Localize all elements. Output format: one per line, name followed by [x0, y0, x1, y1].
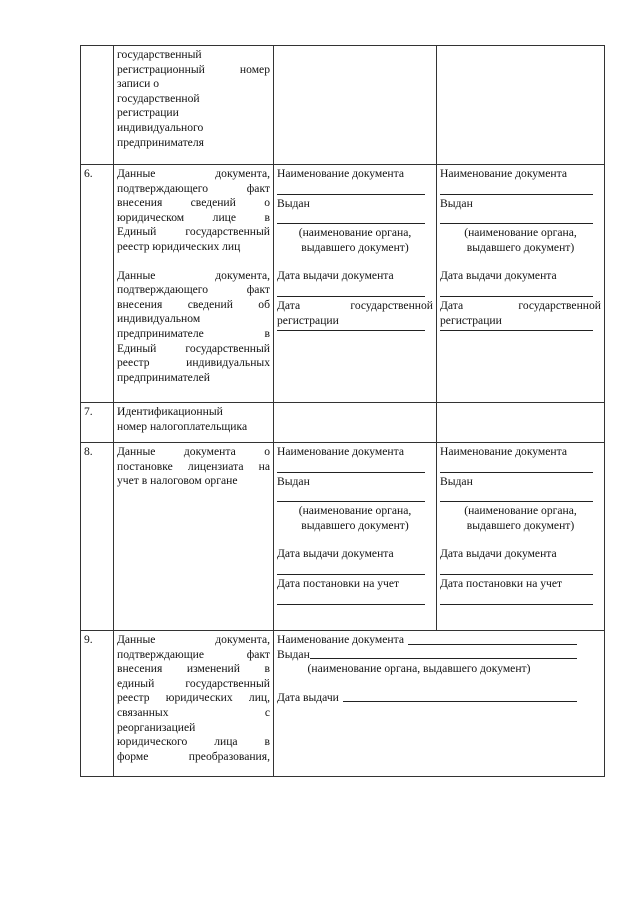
form-column-right	[437, 443, 605, 631]
label-line: подтверждающие факт	[117, 647, 270, 661]
issue-date-label: Дата выдачи документа	[277, 269, 394, 283]
label-line: подтверждающего факт	[117, 283, 270, 297]
issue-date-label: Дата выдачи документа	[440, 269, 557, 283]
label-line: реестр юридических лиц	[117, 239, 241, 253]
empty-cell	[274, 46, 437, 165]
label-line: Данные документа о	[117, 445, 270, 458]
label-line: постановке лицензиата на	[117, 459, 270, 473]
issued-label: Выдан	[440, 196, 473, 210]
inn-field[interactable]	[437, 403, 605, 443]
label-line: предпринимателя	[117, 135, 204, 149]
label-line: регистрационный номер	[117, 62, 270, 76]
form-column-right	[437, 165, 605, 403]
tax-date-label: Дата постановки на учет	[440, 576, 563, 590]
issuer-caption: (наименование органа,	[464, 226, 577, 240]
doc-name-field[interactable]	[277, 472, 425, 473]
tax-date-field[interactable]	[277, 604, 425, 605]
issue-date-field[interactable]	[343, 701, 577, 702]
label-line: государственный	[117, 48, 202, 61]
issue-date-field[interactable]	[277, 574, 425, 575]
issue-date-field[interactable]	[440, 574, 593, 575]
inn-field[interactable]	[274, 403, 437, 443]
row-label	[114, 631, 274, 777]
reg-date-field[interactable]	[440, 330, 593, 331]
doc-name-label: Наименование документа	[277, 633, 404, 646]
label-line: юридическом лице в	[117, 210, 270, 224]
reg-date-label: Дата государственной	[440, 298, 601, 312]
reg-date-label: регистрации	[277, 313, 339, 327]
issuer-caption: выдавшего документ)	[301, 240, 409, 254]
issuer-caption: (наименование органа,	[464, 504, 577, 518]
label-line: регистрации	[117, 106, 179, 120]
label-line: государственной	[117, 91, 200, 105]
issued-label: Выдан	[277, 474, 310, 488]
issued-label: Выдан	[440, 474, 473, 488]
doc-name-label: Наименование документа	[277, 445, 404, 458]
issuer-caption: выдавшего документ)	[466, 518, 575, 532]
issue-date-label: Дата выдачи документа	[277, 547, 394, 561]
issuer-field[interactable]	[440, 501, 593, 502]
label-line: реестр индивидуальных	[117, 356, 270, 370]
issued-label: Выдан	[277, 196, 310, 210]
doc-name-field[interactable]	[440, 194, 593, 195]
issuer-field[interactable]	[310, 658, 577, 659]
table-row	[81, 443, 605, 631]
label-line: связанных с	[117, 705, 270, 719]
label-line: внесения изменений в	[117, 662, 270, 676]
label-line: единый государственный	[117, 676, 270, 690]
label-line: Данные документа,	[117, 268, 270, 282]
issuer-caption: выдавшего документ)	[301, 518, 409, 532]
issue-date-label: Дата выдачи	[277, 690, 339, 704]
label-line: учет в налоговом органе	[117, 474, 238, 488]
issue-date-field[interactable]	[440, 296, 593, 297]
reg-date-label: Дата государственной	[277, 298, 433, 312]
label-line: индивидуального	[117, 120, 204, 134]
issued-label: Выдан	[277, 647, 310, 661]
row-number: 7.	[81, 403, 114, 443]
issuer-field[interactable]	[277, 501, 425, 502]
issue-date-field[interactable]	[277, 296, 425, 297]
row-number: 8.	[81, 443, 114, 631]
label-line: Единый государственный	[117, 225, 270, 239]
form-wide-column	[274, 631, 605, 777]
form-column-left	[274, 165, 437, 403]
label-line: Идентификационный	[117, 405, 223, 418]
issue-date-label: Дата выдачи документа	[440, 547, 557, 561]
label-line: внесения сведений о	[117, 196, 270, 210]
application-form-table	[80, 45, 604, 777]
row-number: 6.	[81, 165, 114, 403]
row-number	[81, 46, 114, 165]
label-line: внесения сведений об	[117, 297, 270, 311]
row-label	[114, 165, 274, 403]
doc-name-field[interactable]	[440, 472, 593, 473]
doc-name-field[interactable]	[277, 194, 425, 195]
issuer-caption: выдавшего документ)	[466, 240, 575, 254]
label-line: индивидуальном	[117, 312, 201, 326]
table-row	[81, 631, 605, 777]
table-row	[81, 165, 605, 403]
label-line: Данные документа,	[117, 633, 270, 646]
label-line: предпринимателей	[117, 370, 210, 384]
reg-date-label: регистрации	[440, 313, 502, 327]
reg-date-field[interactable]	[277, 330, 425, 331]
row-label	[114, 403, 274, 443]
label-line: реестр юридических лиц,	[117, 691, 270, 705]
table-row	[81, 403, 605, 443]
label-line: подтверждающего факт	[117, 181, 270, 195]
doc-name-field[interactable]	[408, 644, 577, 645]
issuer-caption: (наименование органа,	[298, 226, 412, 240]
label-line: записи о	[117, 77, 160, 91]
form-column-left	[274, 443, 437, 631]
row-number: 9.	[81, 631, 114, 777]
row-label	[114, 443, 274, 631]
label-line: номер налогоплательщика	[117, 419, 248, 433]
tax-date-label: Дата постановки на учет	[277, 576, 400, 590]
label-line: предпринимателе в	[117, 326, 270, 340]
issuer-caption: (наименование органа,	[298, 504, 412, 518]
empty-cell	[437, 46, 605, 165]
doc-name-label: Наименование документа	[440, 167, 567, 180]
tax-date-field[interactable]	[440, 604, 593, 605]
label-line: форме преобразования,	[117, 749, 270, 763]
doc-name-label: Наименование документа	[277, 167, 404, 180]
label-line: Единый государственный	[117, 341, 270, 355]
label-line: реорганизацией	[117, 720, 196, 734]
issuer-field[interactable]	[277, 223, 425, 224]
row-label	[114, 46, 274, 165]
label-line: юридического лица в	[117, 735, 270, 749]
label-line: Данные документа,	[117, 167, 270, 180]
issuer-field[interactable]	[440, 223, 593, 224]
issuer-caption: (наименование органа, выдавшего документ)	[307, 662, 531, 676]
doc-name-label: Наименование документа	[440, 445, 567, 458]
table-row	[81, 46, 605, 165]
